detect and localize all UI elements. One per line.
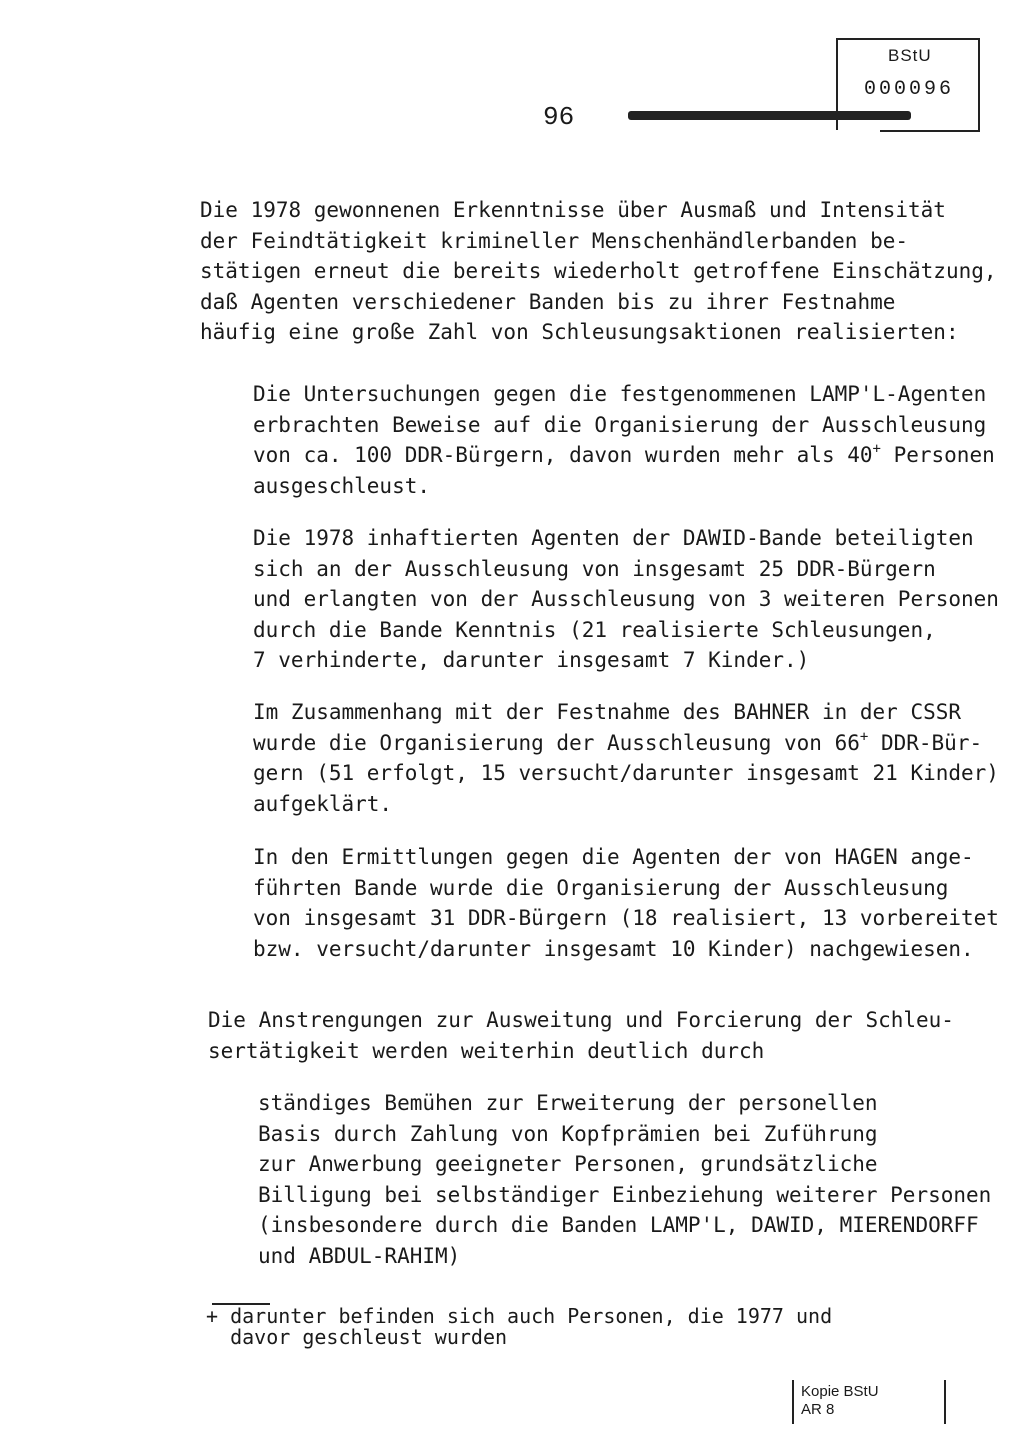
copy-stamp-line1: Kopie BStU <box>801 1383 879 1400</box>
redaction-bar <box>628 111 911 120</box>
recruitment-paragraph: ständiges Bemühen zur Erweiterung der personellen Basis durch Zahlung von Kopfprämien bei Zuführung zur Anwerbung geeigneter Personen, grundsätzliche Billigung bei selbständiger Einbeziehung weiterer Personen (insbesondere durch die Banden LAMP'L, DAWID, MIERENDORFF und ABDUL-RAHIM) <box>258 1091 992 1268</box>
archive-stamp-label: BStU <box>888 46 932 65</box>
copy-stamp-line2: AR 8 <box>801 1401 835 1418</box>
archive-stamp-number: 000096 <box>864 78 955 101</box>
dawid-band-paragraph: Die 1978 inhaftierten Agenten der DAWID-Bande beteiligten sich an der Ausschleusung von insgesamt 25 DDR-Bürgern und erlangten von der Ausschleusung von 3 weiteren Personen durch die Bande Kenntnis (21 realisierte Schleusungen, 7 verhinderte, darunter insgesamt 7 Kinder.) <box>253 526 999 673</box>
page-number: 96 <box>543 102 575 132</box>
efforts-paragraph: Die Anstrengungen zur Ausweitung und Forcierung der Schleu- sertätigkeit werden weiterhin deutlich durch <box>208 1008 954 1063</box>
intro-paragraph: Die 1978 gewonnenen Erkenntnisse über Ausmaß und Intensität der Feindtätigkeit krimineller Menschenhändlerbanden be- stätigen erneut die bereits wiederholt getroffene Einschätzung, daß Agenten verschiedener Banden bis zu ihrer Festnahme häufig eine große Zahl von Schleusungsaktionen realisierten: <box>200 198 997 345</box>
footnote-marker: + <box>859 728 869 745</box>
footnote-marker: + <box>872 441 881 458</box>
copy-stamp <box>792 1380 946 1424</box>
footnote: + darunter befinden sich auch Personen, die 1977 und davor geschleust wurden <box>206 1304 833 1349</box>
hagen-band-paragraph: In den Ermittlungen gegen die Agenten der von HAGEN ange- führten Bande wurde die Organisierung der Ausschleusung von insgesamt 31 DDR-Bürgern (18 realisiert, 13 vorbereitet bzw. versucht/darunter insgesamt 10 Kinder) nachgewiesen. <box>253 845 999 961</box>
lampl-agents-paragraph: Die Untersuchungen gegen die festgenommenen LAMP'L-Agenten erbrachten Beweise auf die Organisierung der Ausschleusung von ca. 100 DDR-Bürgern, davon wurden mehr als 40+ Personen ausgeschleust. <box>253 382 995 498</box>
bahner-paragraph: Im Zusammenhang mit der Festnahme des BAHNER in der CSSR wurde die Organisierung der Ausschleusung von 66+ DDR-Bür- gern (51 erfolgt, 15 versucht/darunter insgesamt 21 Kinder) aufgeklärt. <box>253 700 999 816</box>
